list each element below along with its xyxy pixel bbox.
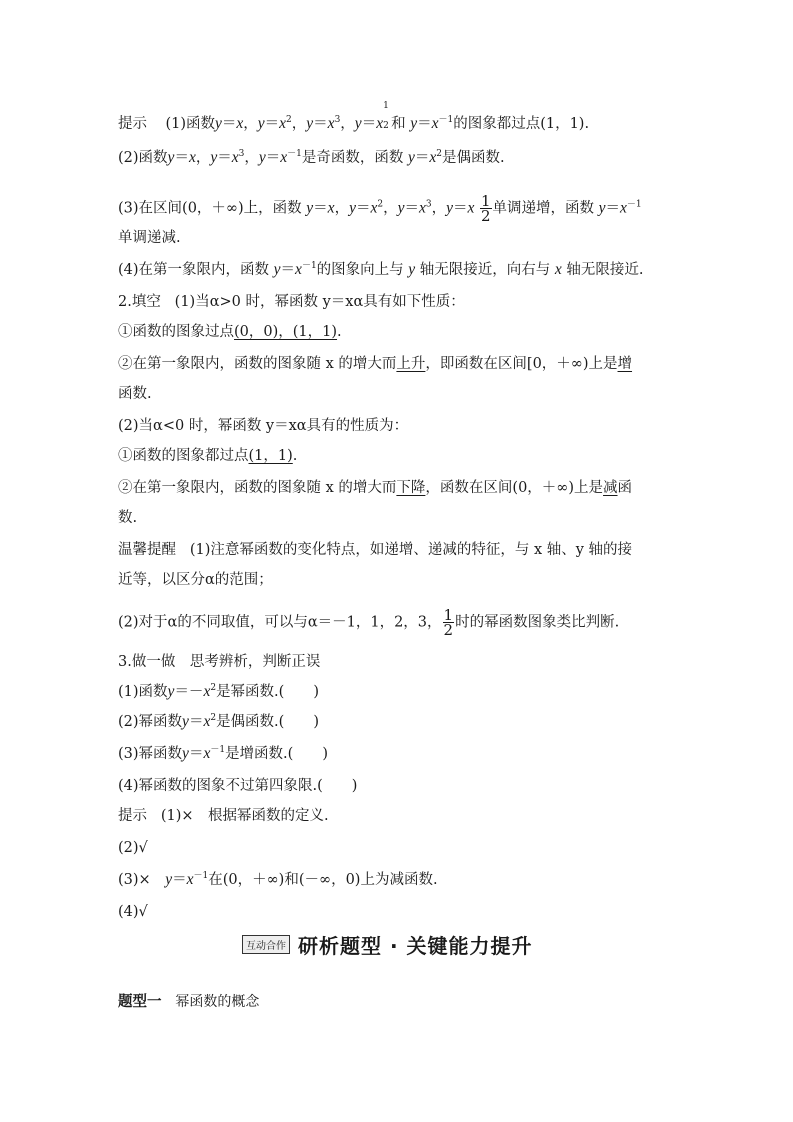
fill-case2: (2)当α<0 时，幂函数 y＝xα具有的性质为： — [118, 418, 409, 434]
fill-c2a: ①函数的图象都过点(1，1). — [118, 448, 298, 464]
fill-title: 2.填空 — [118, 294, 161, 310]
practice-q4: (4)幂函数的图象不过第四象限.( ) — [118, 778, 358, 794]
answer-3: (3)× $y=x^{-1}$在(0，＋∞)和(－∞，0)上为减函数. — [118, 871, 438, 888]
hint-line-3: (3)在区间(0，＋∞)上，函数 y＝x，$y=x^2$，$y=x^3$，y＝x $\frac{1}{2}$ 单调递增，函数 $y=x^{-1}$ — [118, 192, 642, 225]
fill-c1b-cont: 函数. — [118, 386, 152, 402]
fill-case1: (1)当α>0 时，幂函数 y＝xα具有如下性质： — [174, 294, 465, 310]
hint-line-2: (2)函数y＝x，$y=x^3$，$y=x^{-1}$是奇函数，函数 $y=x^2$是偶函数. — [118, 149, 505, 166]
practice-q1: (1)函数$y=-x^2$是幂函数.( ) — [118, 683, 319, 700]
type1-title: 幂函数的概念 — [175, 994, 260, 1010]
hint-line-1: 提示 (1)函数y＝x，$y=x^2$，$y=x^3$，y＝x 1 2 和 $y=x^{-1}$的图象都过点(1，1). — [118, 101, 590, 132]
answer-blank: 减 — [603, 480, 618, 496]
fill-title-line — [118, 292, 465, 312]
tip-line-3: (2)对于α的不同取值，可以与α＝－1，1，2，3， $\frac{1}{2}$ 时的幂函数图象类比判断. — [118, 606, 620, 639]
answers-label: 提示 — [118, 808, 147, 824]
hint-line-3-cont: 单调递减. — [118, 230, 181, 246]
practice-q3: (3)幂函数$y=x^{-1}$是增函数.( ) — [118, 745, 328, 762]
section-title: 研析题型 · 关键能力提升 — [298, 934, 533, 958]
section-tag: 互动合作 — [242, 935, 290, 954]
fill-c1b: ②在第一象限内，函数的图象随 x 的增大而上升，即函数在区间[0，＋∞)上是增 — [118, 356, 633, 372]
answer-blank: (0，0)，(1，1) — [234, 324, 338, 340]
fill-c2b-cont: 数. — [118, 510, 138, 526]
answer-blank: 下降 — [396, 480, 426, 496]
fill-c2b: ②在第一象限内，函数的图象随 x 的增大而下降，函数在区间(0，＋∞)上是减函 — [118, 480, 633, 496]
section-header — [242, 930, 533, 959]
answer-blank: 上升 — [396, 356, 426, 372]
hint-label: 提示 — [118, 116, 147, 132]
hint-line-4: (4)在第一象限内，函数 $y=x^{-1}$的图象向上与 y 轴无限接近，向右与 x 轴无限接近. — [118, 261, 644, 278]
answer-blank: 增 — [617, 356, 633, 372]
answer-1: 提示 (1)× 根据幂函数的定义. — [118, 808, 329, 824]
practice-q2: (2)幂函数$y=x^2$是偶函数.( ) — [118, 713, 319, 730]
type1-heading — [118, 992, 259, 1012]
fill-c1a: ①函数的图象过点(0，0)，(1，1). — [118, 324, 342, 340]
answer-2: (2)√ — [118, 840, 148, 856]
answer-4: (4)√ — [118, 904, 148, 920]
type1-label: 题型一 — [118, 994, 162, 1010]
tip-line-1: 温馨提醒 (1)注意幂函数的变化特点，如递增、递减的特征，与 x 轴、y 轴的接 — [118, 542, 633, 558]
tip-line-2: 近等，以区分α的范围； — [118, 572, 273, 588]
practice-title: 3.做一做 思考辨析，判断正误 — [118, 654, 321, 670]
tip-label: 温馨提醒 — [118, 542, 176, 558]
answer-blank: (1，1) — [248, 448, 293, 464]
